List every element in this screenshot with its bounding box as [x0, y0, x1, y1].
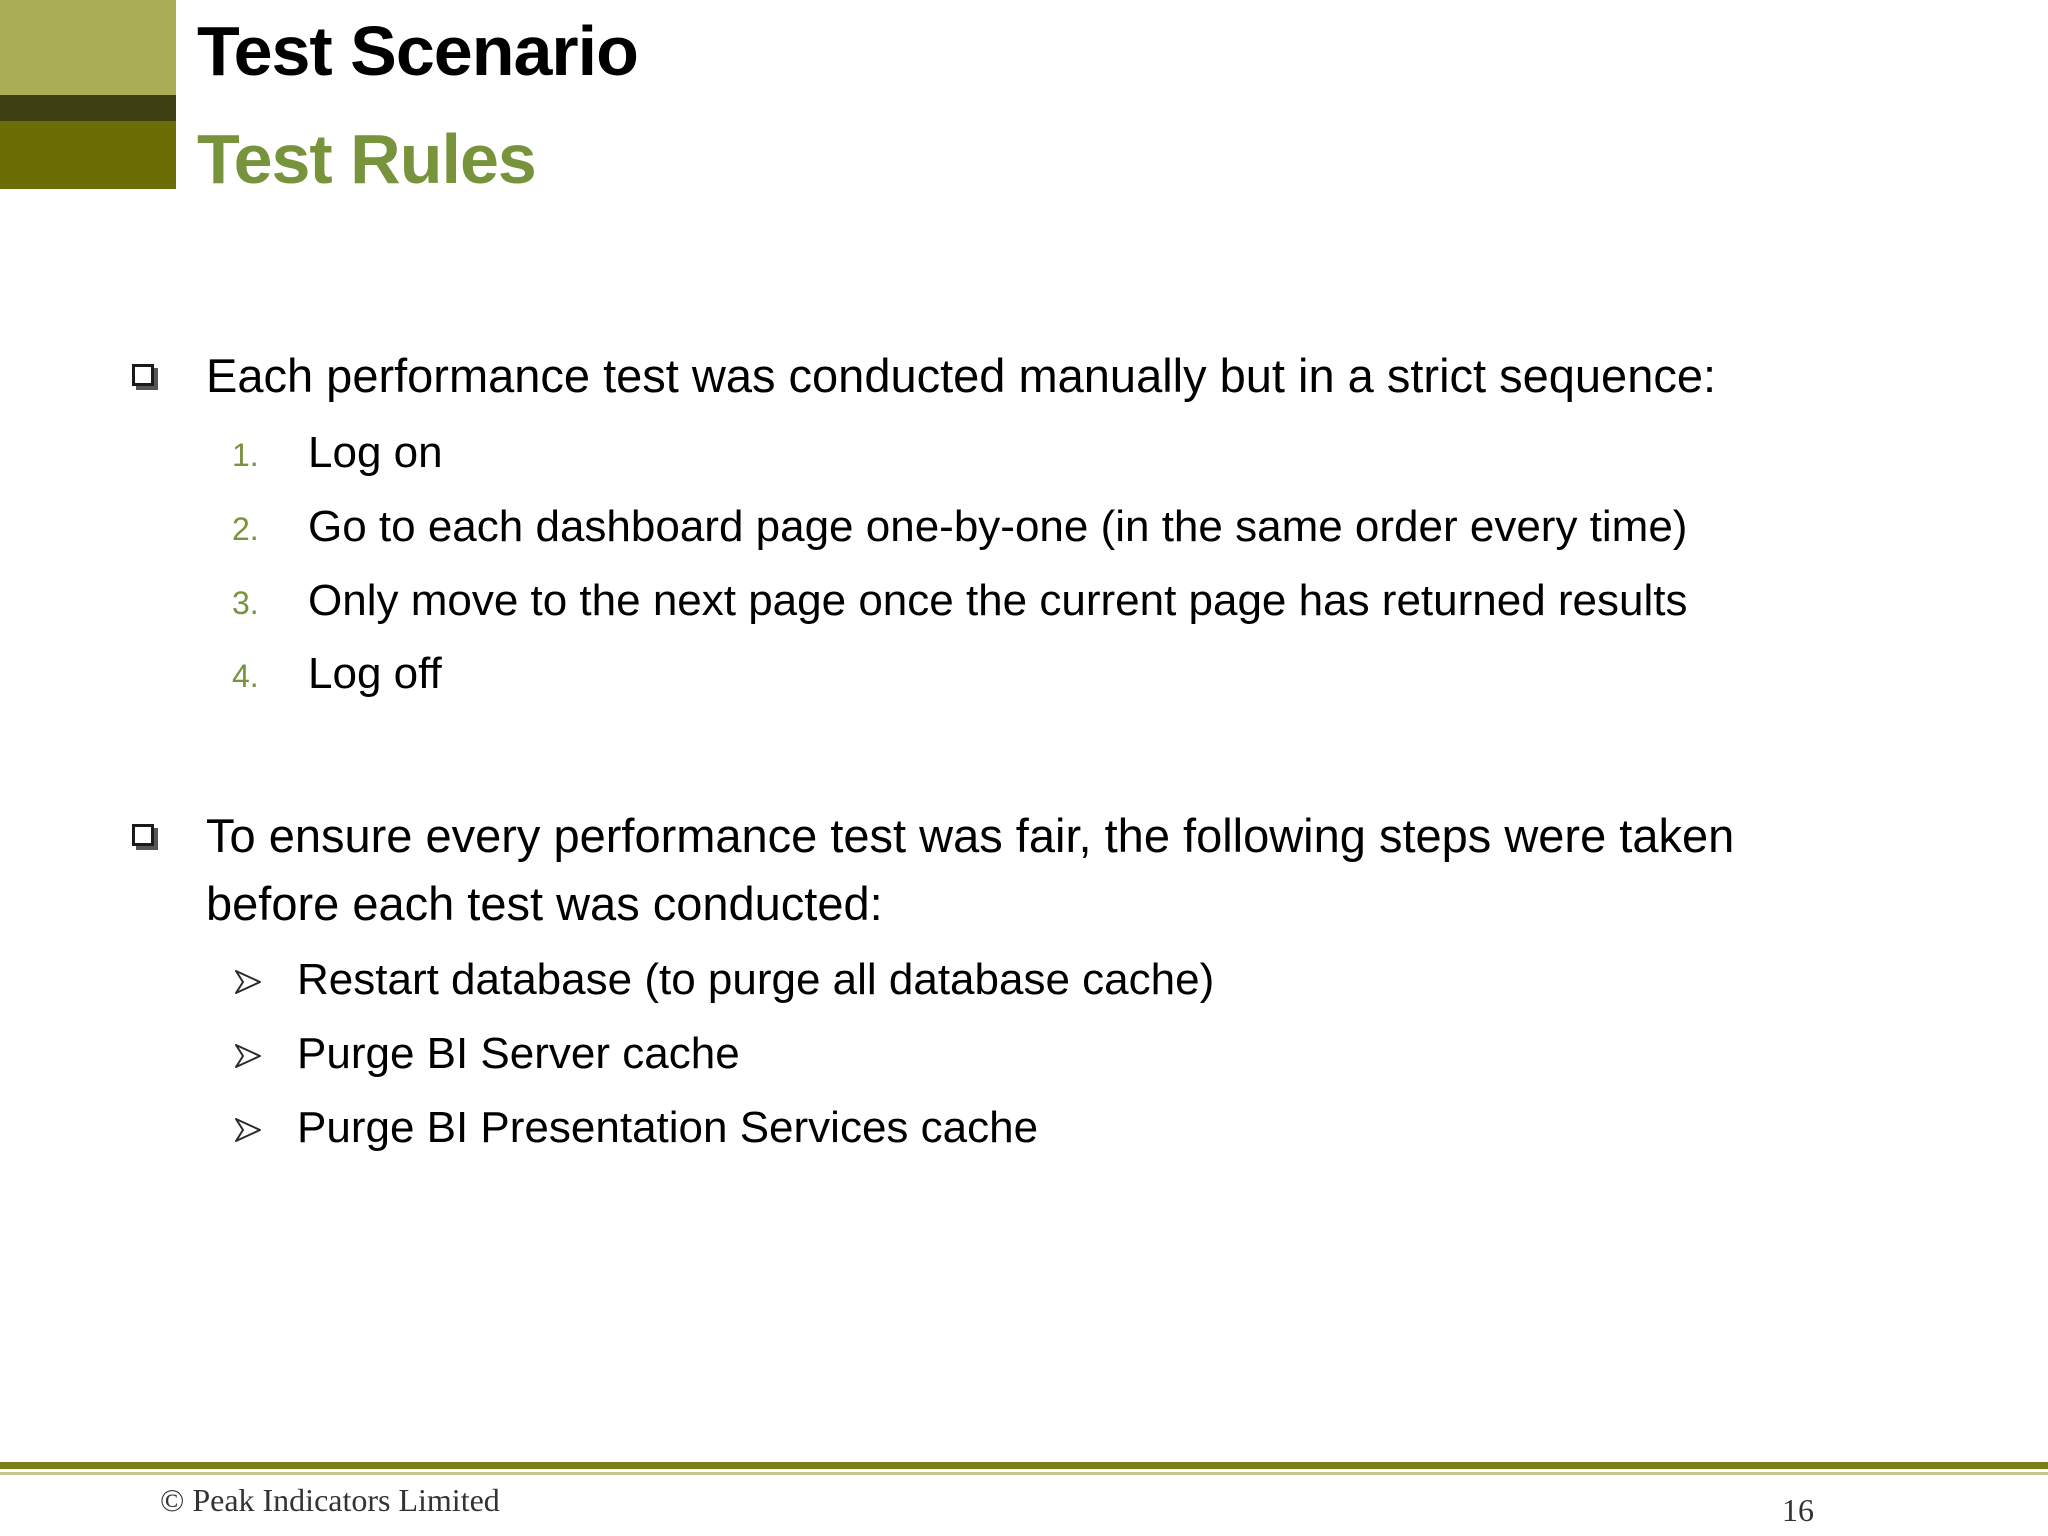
footer-rule [0, 1462, 2048, 1469]
arrowhead-icon [234, 1042, 262, 1070]
corner-block-dark [0, 121, 176, 189]
step-text: Go to each dashboard page one-by-one (in the same order every time) [308, 502, 1688, 551]
sub-item [230, 1098, 1930, 1158]
slide-title: Test Scenario [197, 12, 638, 90]
sub-item-text: Purge BI Presentation Services cache [297, 1103, 1039, 1152]
square-bullet-icon [132, 364, 154, 386]
bullet-2-text-line-1: To ensure every performance test was fair, the following steps were taken [206, 809, 1735, 862]
step-item [230, 423, 1930, 483]
arrowhead-icon [234, 968, 262, 996]
step-number: 3. [232, 585, 259, 621]
corner-block-light [0, 0, 176, 95]
slide-subtitle: Test Rules [197, 120, 536, 198]
sub-item-text: Purge BI Server cache [297, 1029, 740, 1078]
step-number: 2. [232, 511, 259, 547]
sub-item [230, 950, 1930, 1010]
bullet-2-text-line-2: before each test was conducted: [206, 877, 883, 930]
footer-copyright: © Peak Indicators Limited [160, 1482, 500, 1518]
step-text: Only move to the next page once the current page has returned results [308, 576, 1688, 625]
sub-item-text: Restart database (to purge all database cache) [297, 955, 1215, 1004]
arrowhead-icon [234, 1116, 262, 1144]
step-number: 1. [232, 437, 259, 473]
step-number: 4. [232, 658, 259, 694]
step-item [230, 571, 1930, 631]
step-text: Log on [308, 428, 443, 477]
step-text: Log off [308, 649, 442, 698]
square-bullet-icon [132, 824, 154, 846]
step-item [230, 497, 1930, 557]
bullet-1 [132, 342, 1932, 412]
page-number: 16 [1782, 1492, 1814, 1528]
bullet-2 [132, 802, 1932, 942]
footer-rule-thin [0, 1472, 2048, 1475]
bullet-1-text: Each performance test was conducted manually but in a strict sequence: [206, 349, 1717, 402]
sub-item [230, 1024, 1930, 1084]
step-item [230, 644, 1930, 704]
corner-block-stripe [0, 95, 176, 121]
